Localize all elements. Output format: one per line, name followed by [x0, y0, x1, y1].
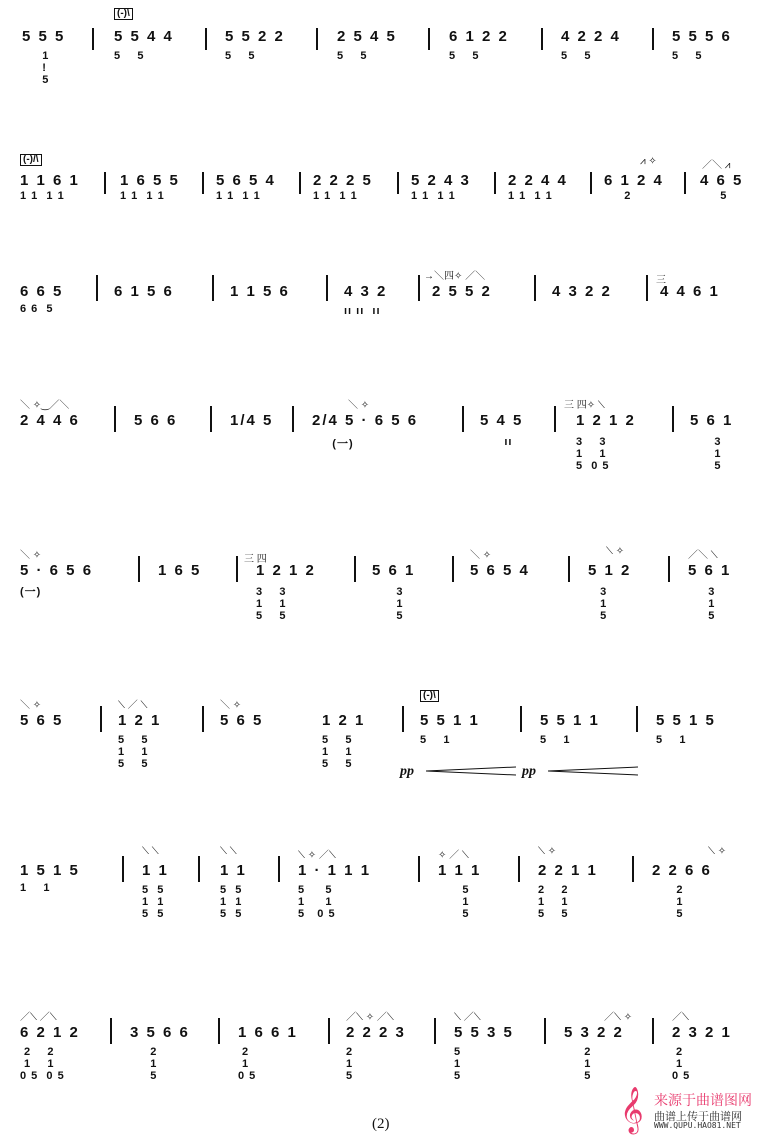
upper-notes: 1 6 5 — [158, 562, 202, 579]
upper-notes: 5 5 1 5 — [656, 712, 716, 729]
technique-box: (-)\ — [114, 8, 133, 20]
barline — [114, 406, 116, 432]
dynamic-marking: pp — [400, 764, 414, 779]
barline — [428, 28, 430, 50]
upper-notes: 1 6 5 5 — [120, 172, 180, 189]
lower-notes: 5 5 — [337, 50, 368, 62]
barline — [299, 172, 301, 194]
barline — [494, 172, 496, 194]
barline — [418, 275, 420, 301]
upper-notes: 1 5 1 5 — [20, 862, 80, 879]
fingering-mark: ／⟍ ／⟍ — [20, 1012, 57, 1023]
lower-notes: ıı ıı ıı — [344, 305, 381, 317]
barline — [518, 856, 520, 882]
lower-notes: 2 2 1 1 0 5 0 5 — [20, 1046, 65, 1082]
upper-notes: 1 2 1 — [118, 712, 162, 729]
barline — [202, 172, 204, 194]
upper-notes: 5 6 1 — [688, 562, 732, 579]
lower-notes: 2 1 5 — [150, 1046, 158, 1082]
upper-notes: 4 2 2 4 — [561, 28, 621, 45]
barline — [92, 28, 94, 50]
fingering-mark: ⟍ ✧ ／⟍ — [298, 850, 336, 861]
lower-notes: 5 1 — [656, 734, 687, 746]
fingering-mark: ⩘ ✧ — [640, 156, 657, 167]
fingering-mark: ／⟍ ✧ — [604, 1012, 633, 1023]
barline — [218, 1018, 220, 1044]
barline — [354, 556, 356, 582]
lower-notes: 1 1 1 1 — [120, 190, 165, 202]
upper-notes: 6 1 5 6 — [114, 283, 174, 300]
lower-notes: 2 1 5 — [676, 884, 684, 920]
lower-notes: (一) — [20, 586, 42, 598]
upper-notes: 5 6 5 — [220, 712, 264, 729]
lower-notes: 5 5 — [561, 50, 592, 62]
barline — [590, 172, 592, 194]
upper-notes: 5 · 6 5 6 — [20, 562, 94, 579]
upper-notes: 2 2 2 3 — [346, 1024, 406, 1041]
lower-notes: ıı — [480, 436, 513, 448]
upper-notes: 2 3 2 1 — [672, 1024, 732, 1041]
barline — [278, 856, 280, 882]
upper-notes: 2 2 6 6 — [652, 862, 712, 879]
lower-notes: 5 5 1 1 5 0 5 — [298, 884, 336, 920]
fingering-mark: ✧ ／ ⟍ — [438, 850, 469, 861]
lower-notes: 2 1 0 5 — [238, 1046, 257, 1082]
upper-notes: 5 6 5 — [20, 712, 64, 729]
upper-notes: 2 4 4 6 — [20, 412, 80, 429]
upper-notes: 1 1 1 — [438, 862, 482, 879]
lower-notes: 5 5 — [672, 50, 703, 62]
barline — [110, 1018, 112, 1044]
upper-notes: 1 2 1 2 — [576, 412, 636, 429]
fingering-mark: ＼ ✧ — [20, 550, 42, 561]
lower-notes: 2 1 5 — [346, 1046, 354, 1082]
lower-notes: 3 1 5 — [600, 586, 608, 622]
barline — [672, 406, 674, 432]
lower-notes: 5 1 — [540, 734, 571, 746]
lower-notes: (一) — [312, 438, 354, 450]
lower-notes: 5 5 1 1 5 5 — [142, 884, 165, 920]
fingering-mark: →＼四✧ ／＼ — [424, 271, 486, 282]
upper-notes: 5 5 5 — [22, 28, 66, 45]
upper-notes: 6 1 2 4 — [604, 172, 664, 189]
barline — [138, 556, 140, 582]
fingering-mark: ⟍ ／⟍ — [454, 1012, 481, 1023]
barline — [554, 406, 556, 432]
lower-notes: 1 1 1 1 — [216, 190, 261, 202]
lower-notes: 2 — [604, 190, 632, 202]
upper-notes: 2 2 1 1 — [538, 862, 598, 879]
upper-notes: 5 2 4 3 — [411, 172, 471, 189]
upper-notes: 1 1 6 1 — [20, 172, 80, 189]
upper-notes: 4 3 2 — [344, 283, 388, 300]
lower-notes: 1 1 1 1 — [508, 190, 553, 202]
lower-notes: 5 5 1 1 5 5 — [220, 884, 243, 920]
upper-notes: 5 5 1 1 — [420, 712, 480, 729]
lower-notes: 2 1 0 5 — [672, 1046, 691, 1082]
lower-notes: 3 3 1 1 5 0 5 — [576, 436, 610, 472]
lower-notes: 5 5 1 1 5 5 — [322, 734, 353, 770]
fingering-mark: ＼ ✧ — [470, 550, 492, 561]
fingering-mark: ⟍ ✧ — [538, 846, 557, 857]
upper-notes: 1 2 1 — [322, 712, 366, 729]
lower-notes: 5 5 1 1 5 5 — [118, 734, 149, 770]
upper-notes: 6 2 1 2 — [20, 1024, 80, 1041]
barline — [316, 28, 318, 50]
upper-notes: 2 5 4 5 — [337, 28, 397, 45]
barline — [646, 275, 648, 301]
upper-notes: 2 5 5 2 — [432, 283, 492, 300]
barline — [402, 706, 404, 732]
barline — [684, 172, 686, 194]
upper-notes: 6 6 5 — [20, 283, 64, 300]
barline — [636, 706, 638, 732]
lower-notes: 5 5 — [114, 50, 145, 62]
upper-notes: 1 1 5 6 — [230, 283, 290, 300]
lower-notes: 1 1 1 1 — [411, 190, 456, 202]
lower-notes: 3 3 1 1 5 5 — [256, 586, 287, 622]
barline — [434, 1018, 436, 1044]
fingering-mark: 三 四 — [244, 554, 267, 565]
barline — [568, 556, 570, 582]
barline — [462, 406, 464, 432]
fingering-mark: ＼ ✧‿／＼ — [20, 400, 70, 411]
fingering-mark: ＼ ✧ — [348, 400, 370, 411]
upper-notes: 5 5 1 1 — [540, 712, 600, 729]
technique-box: (-)/\ — [20, 154, 42, 166]
upper-notes: 1 · 1 1 1 — [298, 862, 372, 879]
upper-notes: 2 2 2 5 — [313, 172, 373, 189]
upper-notes: 5 6 1 — [690, 412, 734, 429]
fingering-mark: ⟍ ⟍ — [220, 846, 237, 857]
upper-notes: 5 6 6 — [134, 412, 178, 429]
upper-notes: 5 1 2 — [588, 562, 632, 579]
fingering-mark: 三 四✧ ⟍ — [564, 400, 605, 411]
upper-notes: 4 6 5 — [700, 172, 744, 189]
barline — [328, 1018, 330, 1044]
fingering-mark: ／⟍ ✧ ／⟍ — [346, 1012, 394, 1023]
upper-notes: 5 3 2 2 — [564, 1024, 624, 1041]
upper-notes: 1 1 — [220, 862, 247, 879]
upper-notes: 2 2 4 4 — [508, 172, 568, 189]
fingering-mark: ／⟍ — [672, 1012, 689, 1023]
lower-notes: 1 1 — [20, 882, 51, 894]
upper-notes: 5 4 5 — [480, 412, 524, 429]
upper-notes: 5 5 4 4 — [114, 28, 174, 45]
lower-notes: 5 1 5 — [462, 884, 470, 920]
fingering-mark: ⟍ ✧ — [606, 546, 625, 557]
barline — [326, 275, 328, 301]
barline — [104, 172, 106, 194]
upper-notes: 5 5 5 6 — [672, 28, 732, 45]
barline — [452, 556, 454, 582]
barline — [96, 275, 98, 301]
fingering-mark: ＼ ✧ — [20, 700, 42, 711]
upper-notes: 5 6 5 4 — [216, 172, 276, 189]
barline — [534, 275, 536, 301]
barline — [236, 556, 238, 582]
upper-notes: 1 1 — [142, 862, 169, 879]
crescendo-hairpin — [548, 766, 638, 776]
barline — [202, 706, 204, 732]
lower-notes: 1 1 1 1 — [20, 190, 65, 202]
fingering-mark: 三 — [656, 275, 666, 286]
lower-notes: 5 1 5 — [454, 1046, 462, 1082]
watermark-line-3: WWW.QUPU.HAO81.NET — [654, 1121, 741, 1130]
watermark-line-1: 来源于曲谱图网 — [654, 1093, 752, 1109]
treble-clef-icon: 𝄞 — [620, 1088, 644, 1132]
page-number: (2) — [372, 1116, 390, 1132]
lower-notes: 5 5 — [449, 50, 480, 62]
lower-notes: 1 ! 5 — [42, 50, 50, 86]
fingering-mark: ⟍ ⟍ — [142, 846, 159, 857]
upper-notes: 5 5 2 2 — [225, 28, 285, 45]
fingering-mark: ⟍ ／ ⟍ — [118, 700, 148, 711]
dynamic-marking: pp — [522, 764, 536, 779]
upper-notes: 2/4 5 · 6 5 6 — [312, 412, 419, 429]
fingering-mark: ⟍ ✧ — [708, 846, 727, 857]
fingering-mark: ／＼ ⟍ — [688, 550, 718, 561]
lower-notes: 2 1 5 — [584, 1046, 592, 1082]
upper-notes: 5 6 1 — [372, 562, 416, 579]
lower-notes: 6 6 5 — [20, 303, 54, 315]
watermark-line-2: 曲谱上传于曲谱网 — [654, 1110, 742, 1123]
barline — [418, 856, 420, 882]
lower-notes: 3 1 5 — [714, 436, 722, 472]
technique-box: (-)\ — [420, 690, 439, 702]
barline — [210, 406, 212, 432]
lower-notes: 5 — [700, 190, 728, 202]
barline — [652, 1018, 654, 1044]
barline — [198, 856, 200, 882]
lower-notes: 1 1 1 1 — [313, 190, 358, 202]
crescendo-hairpin — [426, 766, 516, 776]
barline — [520, 706, 522, 732]
lower-notes: 3 1 5 — [396, 586, 404, 622]
barline — [100, 706, 102, 732]
upper-notes: 1/4 5 — [230, 412, 274, 429]
barline — [632, 856, 634, 882]
barline — [541, 28, 543, 50]
upper-notes: 1 2 1 2 — [256, 562, 316, 579]
fingering-mark: ／＼ ⩘ — [702, 160, 731, 171]
lower-notes: 5 1 — [420, 734, 451, 746]
watermark — [620, 1088, 780, 1136]
barline — [292, 406, 294, 432]
upper-notes: 3 5 6 6 — [130, 1024, 190, 1041]
barline — [122, 856, 124, 882]
barline — [668, 556, 670, 582]
upper-notes: 1 6 6 1 — [238, 1024, 298, 1041]
lower-notes: 3 1 5 — [708, 586, 716, 622]
barline — [652, 28, 654, 50]
upper-notes: 4 4 6 1 — [660, 283, 720, 300]
lower-notes: 2 2 1 1 5 5 — [538, 884, 569, 920]
upper-notes: 5 5 3 5 — [454, 1024, 514, 1041]
lower-notes: 5 5 — [225, 50, 256, 62]
barline — [397, 172, 399, 194]
fingering-mark: ＼ ✧ — [220, 700, 242, 711]
upper-notes: 4 3 2 2 — [552, 283, 612, 300]
barline — [544, 1018, 546, 1044]
upper-notes: 5 6 5 4 — [470, 562, 530, 579]
upper-notes: 6 1 2 2 — [449, 28, 509, 45]
barline — [212, 275, 214, 301]
barline — [205, 28, 207, 50]
